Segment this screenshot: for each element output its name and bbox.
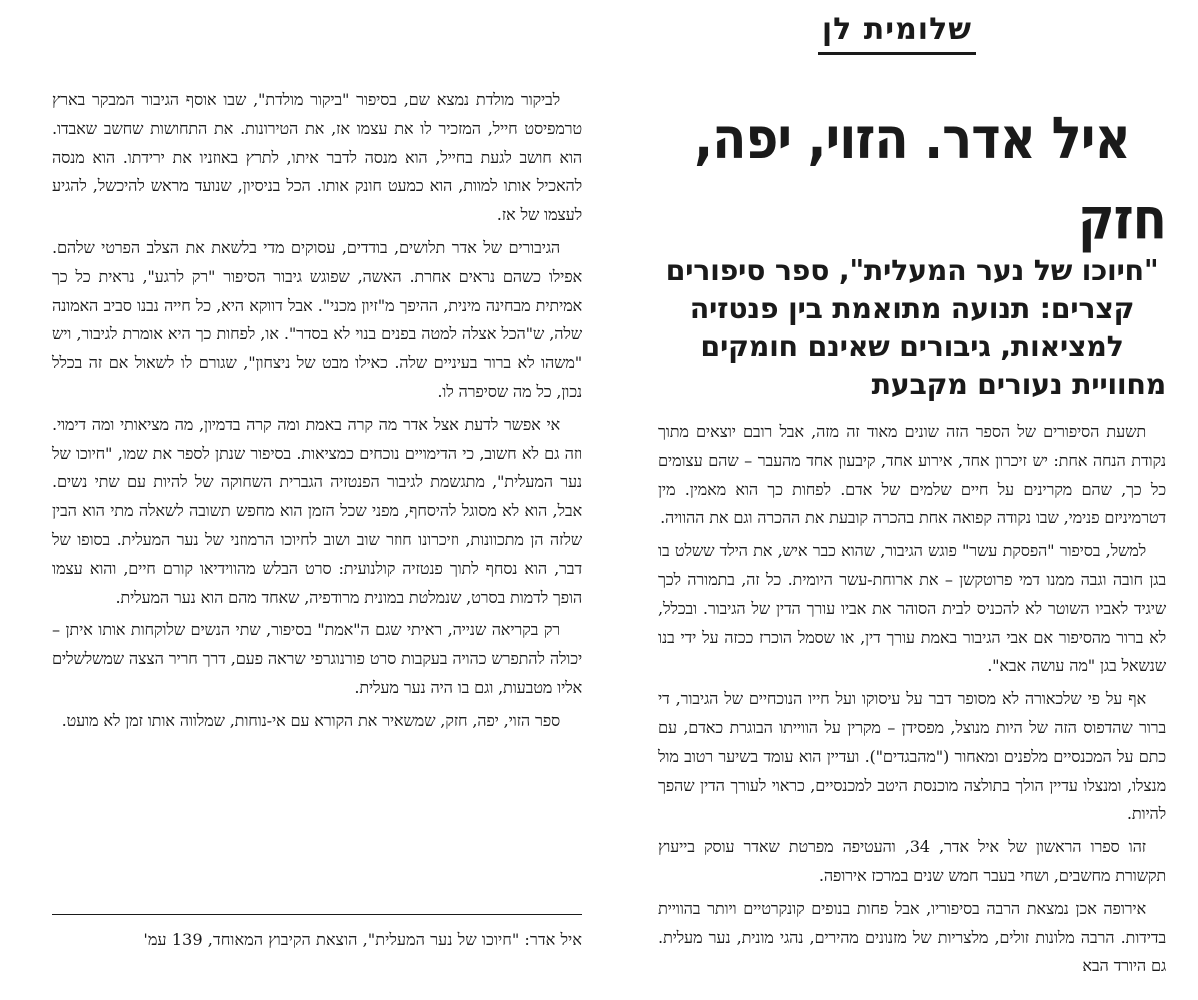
paragraph: הגיבורים של אדר תלושים, בודדים, עסוקים מדי בלשאת את הצלב הפרטי שלהם. אפילו כשהם נראים אחרת. האשה, שפוגש גיבור הסיפור "רק לרגע", נראית כל כך אמיתית מבחינה מינית, ההיפך מ"זיון מכני". אבל דווקא היא, כל חייה נבנו סביב האמונה שלה, ש"הכל אצלה למטה בפנים בנוי לא בסדר". או, לפחות כך היא אומרת לגיבור, ויש "משהו לא ברור בעיניים שלה. כאילו מבט של ניצחון", שגורם לו לשאול אם זה בכלל נכון, כל מה שסיפרה לו. bbox=[52, 237, 582, 401]
subtitle: "חיוכו של נער המעלית", ספר סיפורים קצרים: תנועה מתואמת בין פנטזיה למציאות, גיבורים שאינם חומקים מחוויית נעורים מקבעת bbox=[665, 254, 1166, 401]
paragraph: אף על פי שלכאורה לא מסופר דבר על עיסוקו ועל חייו הנוכחיים של הגיבור, די ברור שהדפוס הזה של היות מנוצל, מפסידן – מקרין על הווייתו הבוגרת כאדם, עם כתם על המכנסיים מלפנים ומאחור ("מהבגדים"). ועדיין הוא עומד בשיער רטוב מול מנצלו, ומנצלו עדיין הולך בתולצה מוכנסת היטב למכנסיים, כראוי לעורך הדין שהפך להיות. bbox=[658, 689, 1166, 824]
author-byline: שלומית לן bbox=[818, 10, 976, 55]
book-source-note: איל אדר: "חיוכו של נער המעלית", הוצאת הקיבוץ המאוחד, 139 עמ' bbox=[143, 930, 582, 949]
paragraph: ספר הזוי, יפה, חזק, שמשאיר את הקורא עם אי-נוחות, שמלווה אותו זמן לא מועט. bbox=[61, 710, 560, 730]
right-column-body bbox=[658, 418, 1166, 981]
paragraph: אירופה אכן נמצאת הרבה בסיפוריו, אבל פחות בנופים קונקרטיים ויותר בהוויית בדידות. הרבה מלונות זולים, מלצריות של מזנונים מהירים, נהגי מונית, נער מעלית. גם היורד הבא bbox=[658, 898, 1166, 976]
left-column bbox=[52, 86, 582, 736]
right-column bbox=[658, 10, 1166, 981]
paragraph: לביקור מולדת נמצא שם, בסיפור "ביקור מולדת", שבו אוסף הגיבור המבקר בארץ טרמפיסט חייל, המזכיר לו את עצמו אז, את הטירונות. את התחושות שחשב שאבדו. הוא חושב לגעת בחייל, הוא מנסה לדבר איתו, לתרץ באוזניו את ירידתו. הוא מנסה להאכיל אותו למוות, הוא כמעט חונק אותו. הכל בניסיון, שנועד מראש להיכשל, להגיע לעצמו של אז. bbox=[52, 90, 582, 225]
paragraph: למשל, בסיפור "הפסקת עשר" פוגש הגיבור, שהוא כבר איש, את הילד ששלט בו בגן חובה וגבה ממנו דמי פרוטקשן – את ארוחת-עשר היומית. כל זה, בתמורה לכך שיגיד לאביו השוטר לא להכניס לבית הסוהר את אביו עורך הדין של הגיבור. ובכלל, לא ברור מהסיפור אם אבי הגיבור באמת עורך דין, או שסמל הוכרז ככזה על ידי בנו שנשאל בגן "מה עושה אבא". bbox=[658, 541, 1166, 676]
paragraph: רק בקריאה שנייה, ראיתי שגם ה"אמת" בסיפור, שתי הנשים שלוקחות אותו איתן – יכולה להתפרש כהויה בעקבות סרט פורנוגרפי שראה פעם, דרך חריר הצצה שמשלשלים אליו מטבעות, וגם בו היה נער מעלית. bbox=[52, 620, 582, 697]
paragraph: אי אפשר לדעת אצל אדר מה קרה באמת ומה קרה בדמיון, מה מציאותי ומה דימוי. וזה גם לא חשוב, כי הדימויים נוכחים כמציאות. בסיפור שנתן לספר את שמו, "חיוכו של נער המעלית", מתגשמת לגיבור הפנטזיה הגברית השחוקה של להיות עם שתי נשים. אבל, הוא לא מסוגל להיסחף, מפני שכל הזמן הוא מחפש תשובה לשאלה מתי הוא הבין שלזה הן מתכוונות, וזיכרונו חוזר שוב ושוב לחיוכו הרמוזני של נער המעלית. בסופו של דבר, הוא נסחף לתוך פנטזיה קולנועית: סרט הבלש מהווידיאו קורם חיים, והוא עצמו הופך לדמות בסרט, שנמלטת במונית מרודפיה, שאחד מהם הוא נער המעלית. bbox=[52, 414, 582, 607]
paragraph: זהו ספרו הראשון של איל אדר, 34, והעטיפה מפרטת שאדר עוסק בייעוץ תקשורת מחשבים, ושחי בעבר חמש שנים במרכז אירופה. bbox=[658, 837, 1166, 885]
headline: איל אדר. הזוי, יפה, חזק bbox=[694, 104, 1166, 253]
paragraph: תשעת הסיפורים של הספר הזה שונים מאוד זה מזה, אבל רובם יוצאים מתוך נקודת הנחה אחת: יש זיכרון אחד, אירוע אחד, קיבעון אחד מהעבר – שהם עצומים כל כך, שהם מקרינים על חיים שלמים של אדם. לפחות כך הוא מאמין. מין דטרמיניזם פנימי, שבו נקודה קפואה אחת בהכרה קובעת את ההכרה וגם את ההוויה. bbox=[658, 422, 1166, 528]
divider-rule bbox=[52, 914, 582, 915]
